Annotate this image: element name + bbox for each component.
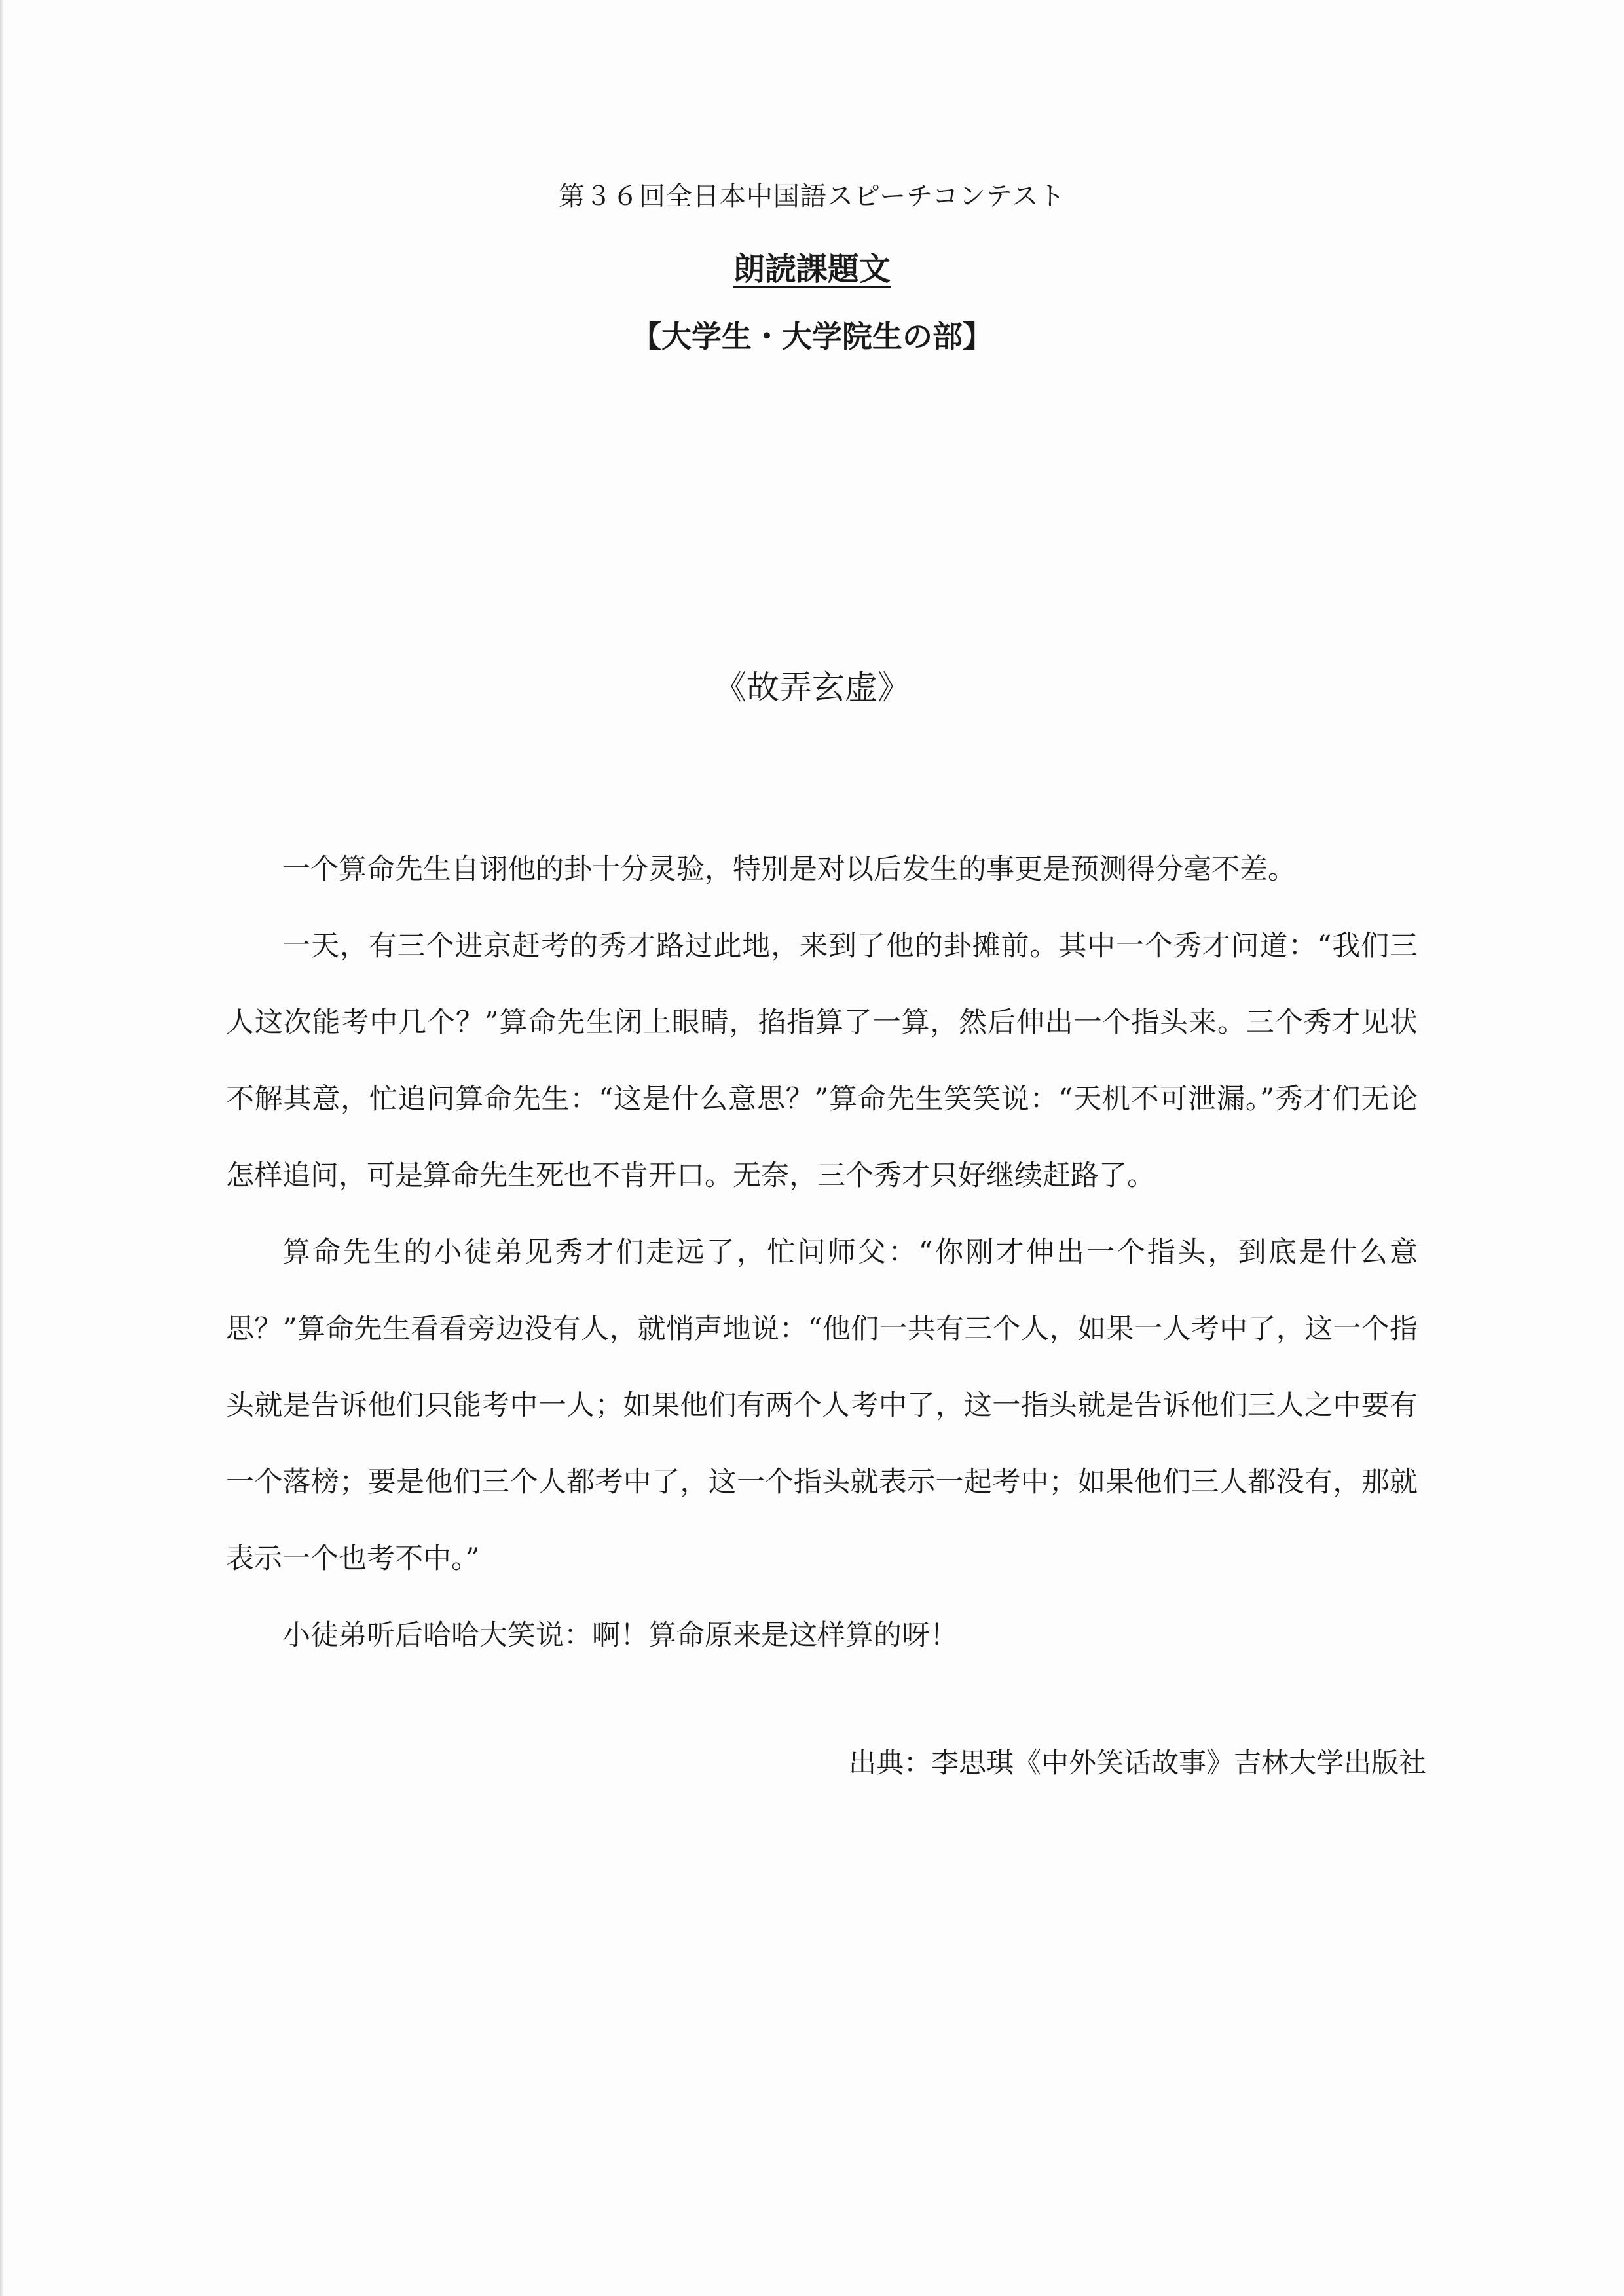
document-title	[0, 244, 1624, 289]
document-title-text: 朗読課題文	[733, 251, 891, 287]
story-title: 《故弄玄虚》	[714, 668, 910, 706]
story-paragraph-1: 一个算命先生自诩他的卦十分灵验，特别是对以后发生的事更是预测得分毫不差。	[282, 853, 1296, 886]
story-paragraph-4: 小徒弟听后哈哈大笑说：啊！算命原来是这样算的呀！	[282, 1619, 958, 1652]
story-paragraph-3: 算命先生的小徒弟见秀才们走远了，忙问师父：“你刚才伸出一个指头，到底是什么意思？”算命先生看看旁边没有人，就悄声地说：“他们一共有三个人，如果一人考中了，这一个指头就是告诉他们只能考中一人；如果他们有两个人考中了，这一指头就是告诉他们三人之中要有一个落榜；要是他们三个人都考中了，这一个指头就表示一起考中；如果他们三人都没有，那就表示一个也考不中。”	[226, 1236, 1418, 1575]
story-paragraph-2: 一天，有三个进京赶考的秀才路过此地，来到了他的卦摊前。其中一个秀才问道：“我们三人这次能考中几个？”算命先生闭上眼睛，掐指算了一算，然后伸出一个指头来。三个秀才见状不解其意，忙追问算命先生：“这是什么意思？”算命先生笑笑说：“天机不可泄漏。”秀才们无论怎样追问，可是算命先生死也不肯开口。无奈，三个秀才只好继续赶路了。	[226, 930, 1418, 1192]
story-body	[226, 831, 1418, 1674]
source-citation: 出典：李思琪《中外笑话故事》吉林大学出版社	[848, 1747, 1426, 1779]
division-label: 【大学生・大学院生の部】	[631, 319, 993, 354]
contest-name: 第３６回全日本中国語スピーチコンテスト	[558, 181, 1066, 211]
